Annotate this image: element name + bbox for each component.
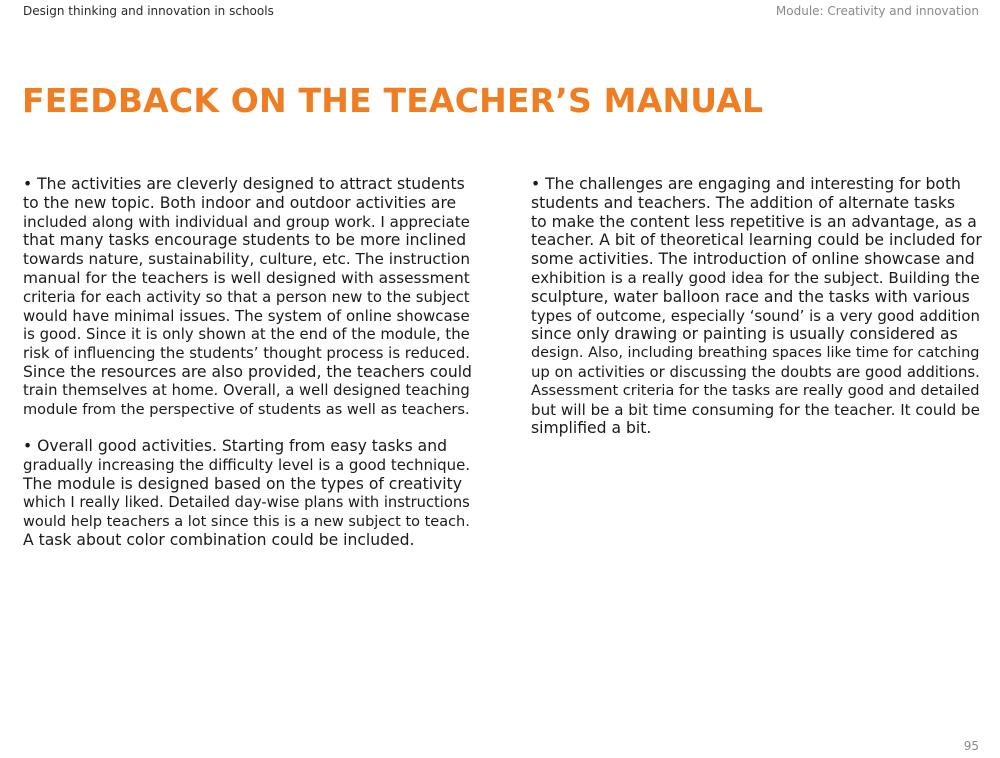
text-line: students and teachers. The addition of alternate tasks [531, 193, 955, 212]
text-line: Since the resources are also provided, the teachers could [23, 362, 472, 381]
text-line: Assessment criteria for the tasks are really good and detailed [531, 382, 980, 399]
text-line: teacher. A bit of theoretical learning could be included for [531, 231, 982, 250]
running-header-right: Module: Creativity and innovation [775, 4, 979, 18]
text-line: • The activities are cleverly designed to attract students [23, 175, 465, 193]
running-header-left: Design thinking and innovation in schools [23, 4, 274, 18]
text-line: risk of influencing the students’ thought process is reduced. [23, 344, 471, 363]
text-line: exhibition is a really good idea for the subject. Building the [531, 268, 980, 287]
text-line: train themselves at home. Overall, a well designed teaching [23, 381, 470, 399]
text-line: to make the content less repetitive is an advantage, as a [531, 212, 977, 231]
text-line: up on activities or discussing the doubts are good additions. [531, 362, 980, 381]
text-line: would help teachers a lot since this is a new subject to teach. [23, 513, 470, 530]
text-line: since only drawing or painting is usually considered as [531, 325, 958, 344]
text-line: some activities. The introduction of online showcase and [531, 250, 975, 269]
text-line: but will be a bit time consuming for the teacher. It could be [531, 400, 980, 419]
text-line: criteria for each activity so that a person new to the subject [23, 287, 470, 306]
feedback-paragraph-3 [531, 175, 983, 438]
text-line: manual for the teachers is well designed with assessment [23, 268, 470, 287]
left-column [23, 175, 473, 568]
text-line: would have minimal issues. The system of online showcase [23, 306, 470, 325]
text-line: • Overall good activities. Starting from easy tasks and [23, 437, 448, 456]
feedback-paragraph-2 [23, 437, 473, 550]
feedback-paragraph-1 [23, 175, 473, 419]
text-line: The module is designed based on the types of creativity [23, 474, 462, 493]
text-line: included along with individual and group work. I appreciate [23, 212, 470, 231]
text-line: module from the perspective of students as well as teachers. [23, 400, 470, 418]
right-column [531, 175, 983, 456]
text-line: is good. Since it is only shown at the end of the module, the [23, 325, 470, 344]
text-line: A task about color combination could be included. [23, 531, 415, 550]
page-number: 95 [963, 739, 979, 753]
text-line: • The challenges are engaging and interesting for both [531, 175, 961, 193]
text-line: types of outcome, especially ‘sound’ is a very good addition [531, 306, 980, 325]
text-line: design. Also, including breathing spaces like time for catching [531, 345, 980, 362]
text-line: which I really liked. Detailed day-wise plans with instructions [23, 493, 470, 511]
text-line: that many tasks encourage students to be more inclined [23, 231, 467, 250]
text-line: gradually increasing the difficulty level is a good technique. [23, 456, 471, 475]
page-title: FEEDBACK ON THE TEACHER’S MANUAL [22, 81, 764, 120]
text-line: simplified a bit. [531, 419, 652, 438]
text-line: towards nature, sustainability, culture, etc. The instruction [23, 250, 470, 269]
text-line: to the new topic. Both indoor and outdoor activities are [23, 193, 457, 212]
text-line: sculpture, water balloon race and the tasks with various [531, 287, 970, 306]
